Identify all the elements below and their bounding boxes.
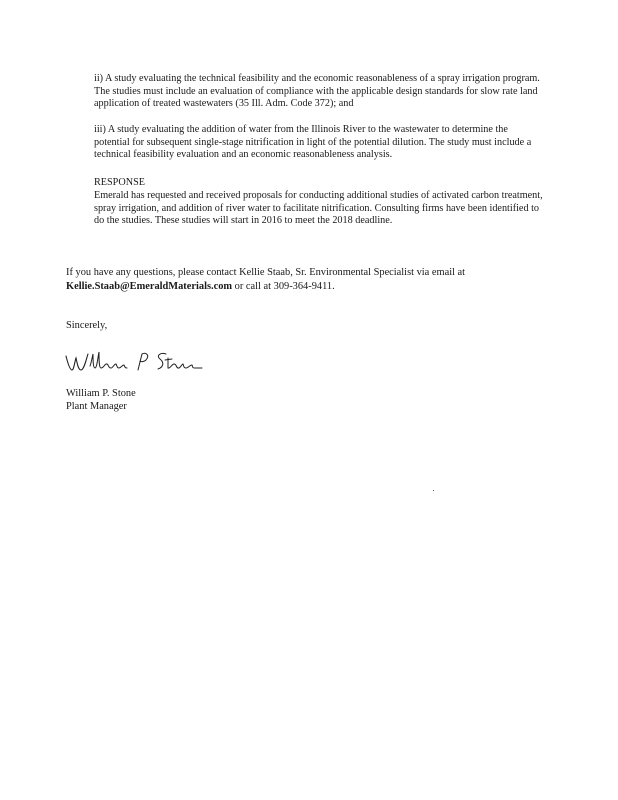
scan-artifact-dot [433,490,434,491]
contact-intro: If you have any questions, please contact Kellie Staab, Sr. Environmental Specialist via email at [66,267,466,278]
contact-phone: or call at 309-364-9411. [232,281,335,292]
signer-title: Plant Manager [66,401,127,412]
item-ii-paragraph: ii) A study evaluating the technical feasibility and the economic reasonableness of a spray irrigation program. The studies must include an evaluation of compliance with the applicable design standards for slow rate land application of treated wastewaters (35 Ill. Adm. Code 372); and [94,73,540,110]
handwritten-signature [64,346,204,376]
response-paragraph: Emerald has requested and received proposals for conducting additional studies of activated carbon treatment, spray irrigation, and addition of river water to facilitate nitrification. Consulting firms have been identified to do the studies. These studies will start in 2016 to meet the 2018 deadline. [94,190,543,227]
signer-name: William P. Stone [66,388,136,399]
contact-email: Kellie.Staab@EmeraldMaterials.com [66,281,233,292]
closing: Sincerely, [66,320,108,331]
contact-paragraph [66,266,536,294]
item-iii-paragraph: iii) A study evaluating the addition of water from the Illinois River to the wastewater to determine the potential for subsequent single-stage nitrification in light of the potential dilution. The study must include a technical feasibility evaluation and an economic reasonableness analysis. [94,124,532,161]
response-heading: RESPONSE [94,177,145,188]
